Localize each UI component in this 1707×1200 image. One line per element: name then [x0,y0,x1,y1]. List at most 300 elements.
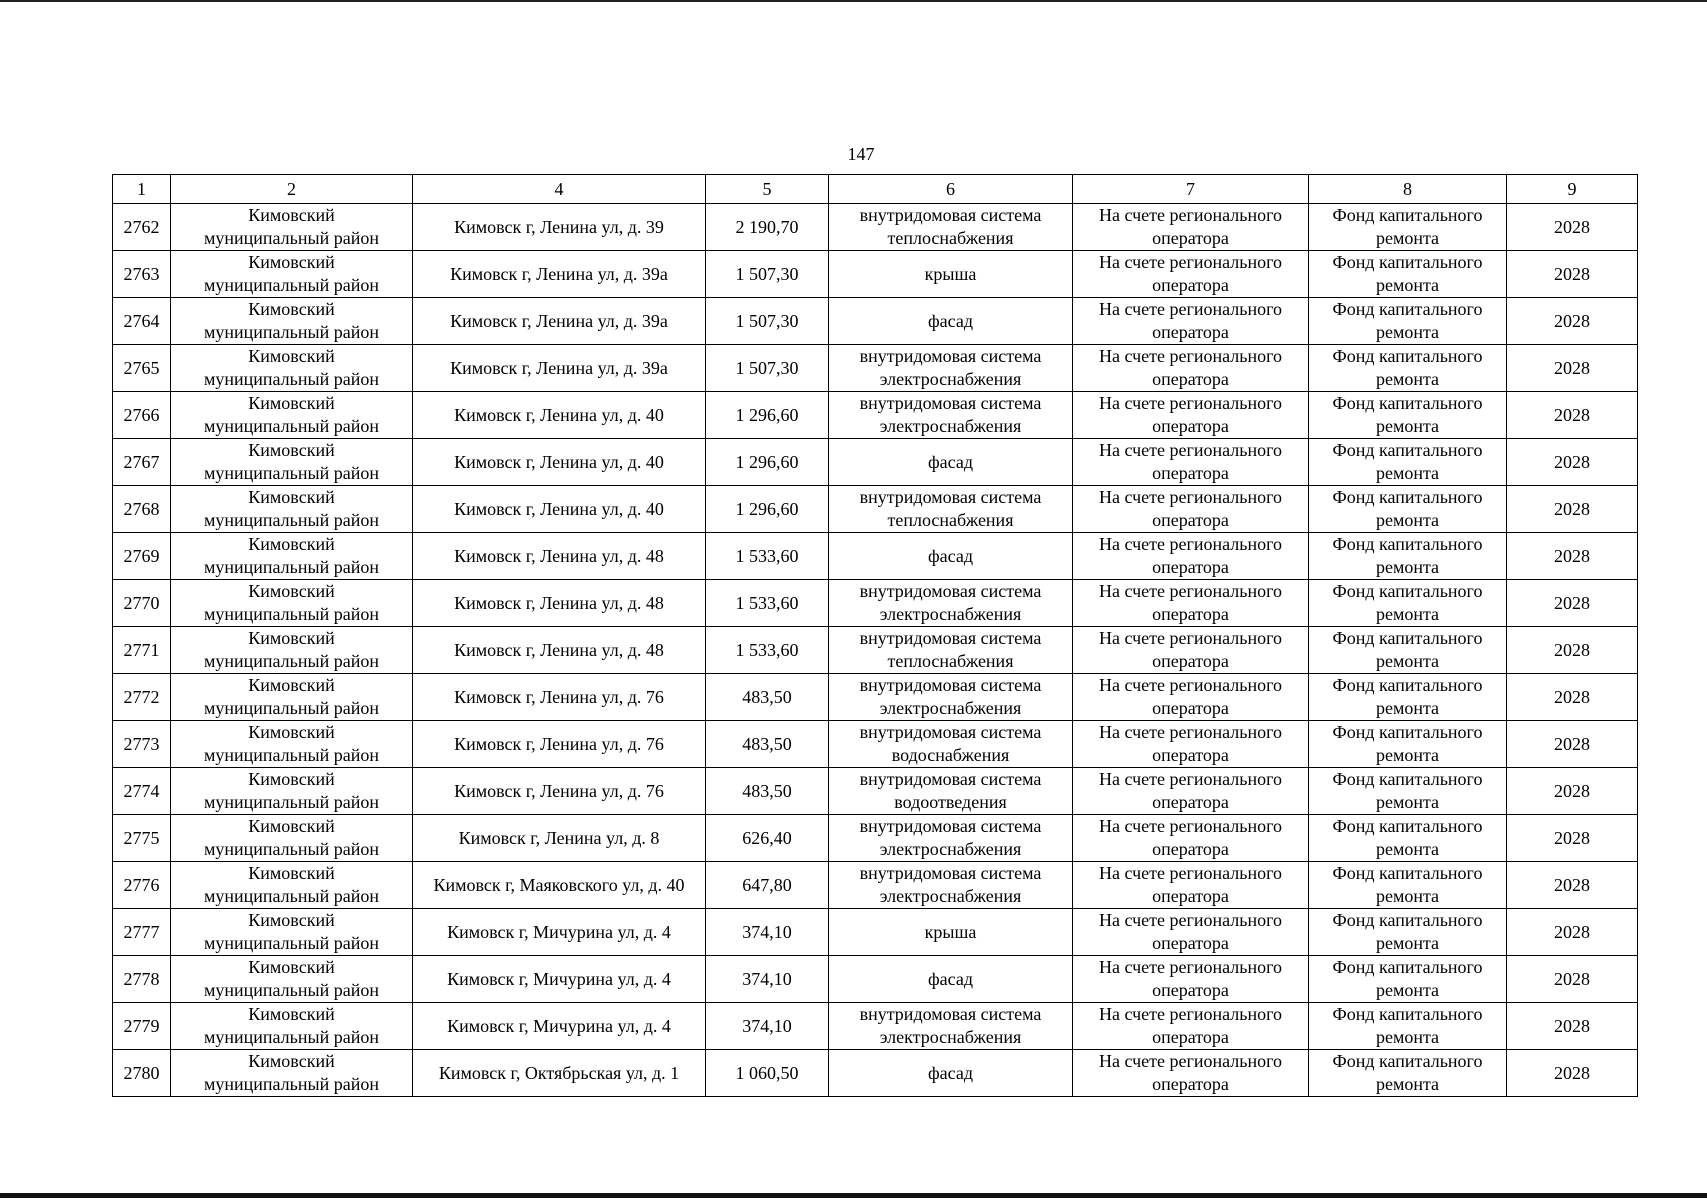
work-type-cell-line: электроснабжения [879,369,1022,389]
fund-cell-line: Фонд капитального [1332,346,1483,366]
fund-cell-line: ремонта [1375,698,1440,718]
account-cell-line: На счете регионального [1098,487,1283,507]
area-cell: 1 533,60 [706,580,829,627]
address-cell: Кимовск г, Ленина ул, д. 48 [413,533,706,580]
fund-cell [1309,1050,1507,1097]
fund-cell-line: ремонта [1375,228,1440,248]
fund-cell-line: ремонта [1375,886,1440,906]
fund-cell-line: Фонд капитального [1332,581,1483,601]
account-cell [1073,1003,1309,1050]
work-type-cell [829,1003,1073,1050]
work-type-cell-line: электроснабжения [879,698,1022,718]
account-cell-line: оператора [1152,745,1229,765]
fund-cell [1309,580,1507,627]
district-cell-line: муниципальный район [203,745,379,765]
district-cell-line: Кимовский [248,205,335,225]
work-type-cell-line: фасад [927,451,973,472]
fund-cell-line: Фонд капитального [1332,534,1483,554]
column-header: 8 [1309,175,1507,204]
district-cell [171,768,413,815]
account-cell-line: На счете регионального [1098,863,1283,883]
account-cell-line: На счете регионального [1098,1004,1283,1024]
account-cell [1073,768,1309,815]
area-cell: 1 507,30 [706,251,829,298]
district-cell [171,580,413,627]
work-type-cell-line: теплоснабжения [887,510,1014,530]
address-cell: Кимовск г, Ленина ул, д. 40 [413,392,706,439]
work-type-cell-line: внутридомовая система [859,581,1042,601]
address-cell: Кимовск г, Мичурина ул, д. 4 [413,1003,706,1050]
address-cell: Кимовск г, Ленина ул, д. 39 [413,204,706,251]
table-row [113,298,1638,345]
header-row [113,175,1638,204]
account-cell-line: На счете регионального [1098,299,1283,319]
year-cell: 2028 [1507,298,1638,345]
account-cell-line: оператора [1152,839,1229,859]
area-cell: 626,40 [706,815,829,862]
account-cell-line: оператора [1152,275,1229,295]
district-cell [171,1003,413,1050]
area-cell: 1 060,50 [706,1050,829,1097]
work-type-cell-line: внутридомовая система [859,393,1042,413]
work-type-cell-line: теплоснабжения [887,651,1014,671]
district-cell [171,1050,413,1097]
district-cell-line: муниципальный район [203,322,379,342]
bottom-border-line [0,1193,1707,1198]
table-row [113,392,1638,439]
fund-cell [1309,251,1507,298]
account-cell [1073,204,1309,251]
fund-cell-line: Фонд капитального [1332,769,1483,789]
row-number-cell: 2773 [113,721,171,768]
district-cell-line: Кимовский [248,299,335,319]
work-type-cell [829,627,1073,674]
account-cell [1073,862,1309,909]
address-cell: Кимовск г, Ленина ул, д. 39а [413,251,706,298]
work-type-cell-line: фасад [927,1062,973,1083]
account-cell-line: На счете регионального [1098,769,1283,789]
account-cell-line: На счете регионального [1098,534,1283,554]
table-row [113,345,1638,392]
account-cell [1073,815,1309,862]
district-cell [171,909,413,956]
row-number-cell: 2776 [113,862,171,909]
account-cell-line: оператора [1152,886,1229,906]
account-cell-line: На счете регионального [1098,675,1283,695]
fund-cell-line: ремонта [1375,275,1440,295]
column-header: 4 [413,175,706,204]
fund-cell [1309,909,1507,956]
district-cell-line: муниципальный район [203,557,379,577]
account-cell-line: оператора [1152,416,1229,436]
work-type-cell-line: водоотведения [894,792,1007,812]
district-cell [171,721,413,768]
district-cell-line: муниципальный район [203,416,379,436]
area-cell: 483,50 [706,768,829,815]
fund-cell-line: Фонд капитального [1332,628,1483,648]
account-cell [1073,486,1309,533]
work-type-cell-line: внутридомовая система [859,722,1042,742]
address-cell: Кимовск г, Ленина ул, д. 48 [413,580,706,627]
district-cell-line: Кимовский [248,440,335,460]
district-cell-line: Кимовский [248,346,335,366]
account-cell-line: На счете регионального [1098,628,1283,648]
fund-cell [1309,204,1507,251]
account-cell-line: оператора [1152,463,1229,483]
fund-cell [1309,674,1507,721]
year-cell: 2028 [1507,721,1638,768]
area-cell: 1 507,30 [706,298,829,345]
fund-cell-line: ремонта [1375,839,1440,859]
address-cell: Кимовск г, Мичурина ул, д. 4 [413,909,706,956]
row-number-cell: 2764 [113,298,171,345]
area-cell: 1 507,30 [706,345,829,392]
page-number: 147 [847,144,875,164]
work-type-cell [829,251,1073,298]
district-cell-line: муниципальный район [203,604,379,624]
account-cell-line: оператора [1152,228,1229,248]
address-cell: Кимовск г, Ленина ул, д. 39а [413,345,706,392]
year-cell: 2028 [1507,1050,1638,1097]
fund-cell-line: ремонта [1375,745,1440,765]
address-cell: Кимовск г, Маяковского ул, д. 40 [413,862,706,909]
table-row [113,439,1638,486]
fund-cell-line: ремонта [1375,369,1440,389]
fund-cell [1309,345,1507,392]
column-header: 9 [1507,175,1638,204]
district-cell [171,674,413,721]
year-cell: 2028 [1507,956,1638,1003]
fund-cell [1309,815,1507,862]
year-cell: 2028 [1507,909,1638,956]
year-cell: 2028 [1507,674,1638,721]
district-cell [171,439,413,486]
fund-cell-line: ремонта [1375,416,1440,436]
account-cell-line: На счете регионального [1098,346,1283,366]
address-cell: Кимовск г, Ленина ул, д. 76 [413,674,706,721]
account-cell-line: На счете регионального [1098,816,1283,836]
row-number-cell: 2775 [113,815,171,862]
fund-cell-line: ремонта [1375,792,1440,812]
capital-repair-table [112,174,1638,1097]
account-cell-line: На счете регионального [1098,957,1283,977]
district-cell-line: Кимовский [248,769,335,789]
table-row [113,909,1638,956]
district-cell-line: муниципальный район [203,933,379,953]
district-cell-line: муниципальный район [203,980,379,1000]
work-type-cell-line: фасад [927,545,973,566]
district-cell [171,627,413,674]
district-cell-line: Кимовский [248,487,335,507]
fund-cell [1309,298,1507,345]
row-number-cell: 2778 [113,956,171,1003]
account-cell [1073,956,1309,1003]
district-cell-line: муниципальный район [203,463,379,483]
account-cell-line: оператора [1152,557,1229,577]
district-cell-line: муниципальный район [203,1027,379,1047]
work-type-cell-line: внутридомовая система [859,205,1042,225]
district-cell [171,486,413,533]
row-number-cell: 2767 [113,439,171,486]
account-cell [1073,298,1309,345]
year-cell: 2028 [1507,345,1638,392]
work-type-cell-line: внутридомовая система [859,816,1042,836]
table-row [113,251,1638,298]
work-type-cell [829,204,1073,251]
year-cell: 2028 [1507,392,1638,439]
work-type-cell-line: внутридомовая система [859,487,1042,507]
area-cell: 374,10 [706,1003,829,1050]
area-cell: 2 190,70 [706,204,829,251]
table-row [113,956,1638,1003]
account-cell-line: оператора [1152,651,1229,671]
account-cell-line: оператора [1152,792,1229,812]
fund-cell-line: Фонд капитального [1332,205,1483,225]
account-cell [1073,627,1309,674]
fund-cell-line: ремонта [1375,322,1440,342]
row-number-cell: 2779 [113,1003,171,1050]
district-cell [171,533,413,580]
fund-cell-line: ремонта [1375,510,1440,530]
year-cell: 2028 [1507,204,1638,251]
address-cell: Кимовск г, Ленина ул, д. 48 [413,627,706,674]
fund-cell-line: ремонта [1375,557,1440,577]
account-cell-line: оператора [1152,604,1229,624]
address-cell: Кимовск г, Ленина ул, д. 8 [413,815,706,862]
district-cell [171,251,413,298]
row-number-cell: 2777 [113,909,171,956]
district-cell [171,345,413,392]
account-cell [1073,392,1309,439]
table-row [113,1050,1638,1097]
fund-cell-line: Фонд капитального [1332,487,1483,507]
year-cell: 2028 [1507,533,1638,580]
table-row [113,580,1638,627]
fund-cell [1309,533,1507,580]
work-type-cell-line: внутридомовая система [859,675,1042,695]
account-cell-line: На счете регионального [1098,440,1283,460]
year-cell: 2028 [1507,486,1638,533]
work-type-cell-line: теплоснабжения [887,228,1014,248]
district-cell [171,392,413,439]
row-number-cell: 2772 [113,674,171,721]
account-cell-line: На счете регионального [1098,205,1283,225]
account-cell [1073,251,1309,298]
column-header: 2 [171,175,413,204]
work-type-cell-line: электроснабжения [879,1027,1022,1047]
row-number-cell: 2780 [113,1050,171,1097]
fund-cell-line: Фонд капитального [1332,1051,1483,1071]
fund-cell-line: Фонд капитального [1332,393,1483,413]
fund-cell-line: Фонд капитального [1332,816,1483,836]
district-cell-line: Кимовский [248,910,335,930]
area-cell: 1 296,60 [706,439,829,486]
account-cell [1073,580,1309,627]
fund-cell-line: Фонд капитального [1332,957,1483,977]
district-cell-line: муниципальный район [203,651,379,671]
work-type-cell [829,580,1073,627]
work-type-cell [829,862,1073,909]
district-cell-line: Кимовский [248,722,335,742]
column-header: 1 [113,175,171,204]
address-cell: Кимовск г, Ленина ул, д. 76 [413,721,706,768]
table-row [113,533,1638,580]
area-cell: 1 296,60 [706,392,829,439]
fund-cell-line: ремонта [1375,604,1440,624]
address-cell: Кимовск г, Октябрьская ул, д. 1 [413,1050,706,1097]
fund-cell [1309,627,1507,674]
area-cell: 374,10 [706,956,829,1003]
column-header: 5 [706,175,829,204]
work-type-cell-line: электроснабжения [879,604,1022,624]
fund-cell [1309,486,1507,533]
work-type-cell [829,533,1073,580]
work-type-cell [829,392,1073,439]
account-cell [1073,909,1309,956]
table-row [113,204,1638,251]
year-cell: 2028 [1507,627,1638,674]
fund-cell-line: Фонд капитального [1332,299,1483,319]
account-cell [1073,674,1309,721]
table-row [113,627,1638,674]
table-row [113,486,1638,533]
work-type-cell-line: внутридомовая система [859,863,1042,883]
row-number-cell: 2763 [113,251,171,298]
fund-cell-line: Фонд капитального [1332,440,1483,460]
district-cell-line: муниципальный район [203,839,379,859]
account-cell-line: На счете регионального [1098,581,1283,601]
address-cell: Кимовск г, Ленина ул, д. 39а [413,298,706,345]
work-type-cell [829,721,1073,768]
address-cell: Кимовск г, Мичурина ул, д. 4 [413,956,706,1003]
district-cell-line: муниципальный район [203,228,379,248]
district-cell-line: Кимовский [248,957,335,977]
year-cell: 2028 [1507,251,1638,298]
year-cell: 2028 [1507,862,1638,909]
work-type-cell-line: фасад [927,968,973,989]
account-cell-line: оператора [1152,510,1229,530]
year-cell: 2028 [1507,580,1638,627]
row-number-cell: 2766 [113,392,171,439]
work-type-cell [829,486,1073,533]
area-cell: 647,80 [706,862,829,909]
district-cell-line: Кимовский [248,534,335,554]
work-type-cell-line: внутридомовая система [859,628,1042,648]
fund-cell [1309,862,1507,909]
work-type-cell-line: внутридомовая система [859,1004,1042,1024]
work-type-cell-line: крыша [924,921,977,942]
account-cell [1073,345,1309,392]
area-cell: 1 533,60 [706,533,829,580]
district-cell-line: муниципальный район [203,1074,379,1094]
work-type-cell [829,815,1073,862]
row-number-cell: 2769 [113,533,171,580]
account-cell [1073,533,1309,580]
year-cell: 2028 [1507,768,1638,815]
table-row [113,815,1638,862]
work-type-cell-line: крыша [924,263,977,284]
area-cell: 1 533,60 [706,627,829,674]
district-cell-line: Кимовский [248,628,335,648]
fund-cell-line: Фонд капитального [1332,252,1483,272]
account-cell-line: оператора [1152,1074,1229,1094]
top-border-line [0,0,1707,2]
district-cell-line: Кимовский [248,393,335,413]
table-row [113,674,1638,721]
fund-cell [1309,1003,1507,1050]
account-cell-line: На счете регионального [1098,722,1283,742]
work-type-cell [829,956,1073,1003]
district-cell-line: муниципальный район [203,792,379,812]
fund-cell-line: Фонд капитального [1332,1004,1483,1024]
row-number-cell: 2774 [113,768,171,815]
district-cell [171,298,413,345]
district-cell-line: муниципальный район [203,886,379,906]
fund-cell [1309,956,1507,1003]
work-type-cell [829,298,1073,345]
work-type-cell [829,909,1073,956]
district-cell [171,862,413,909]
account-cell [1073,721,1309,768]
column-header: 7 [1073,175,1309,204]
row-number-cell: 2765 [113,345,171,392]
district-cell-line: муниципальный район [203,510,379,530]
district-cell [171,204,413,251]
work-type-cell-line: внутридомовая система [859,769,1042,789]
district-cell [171,956,413,1003]
work-type-cell [829,674,1073,721]
fund-cell-line: ремонта [1375,1074,1440,1094]
account-cell-line: На счете регионального [1098,393,1283,413]
area-cell: 374,10 [706,909,829,956]
district-cell-line: Кимовский [248,1051,335,1071]
table-row [113,768,1638,815]
district-cell-line: муниципальный район [203,369,379,389]
work-type-cell [829,768,1073,815]
address-cell: Кимовск г, Ленина ул, д. 76 [413,768,706,815]
fund-cell-line: Фонд капитального [1332,863,1483,883]
area-cell: 483,50 [706,674,829,721]
work-type-cell-line: водоснабжения [891,745,1010,765]
district-cell [171,815,413,862]
district-cell-line: Кимовский [248,252,335,272]
table-row [113,721,1638,768]
work-type-cell [829,1050,1073,1097]
fund-cell [1309,439,1507,486]
address-cell: Кимовск г, Ленина ул, д. 40 [413,439,706,486]
fund-cell-line: ремонта [1375,463,1440,483]
fund-cell-line: ремонта [1375,980,1440,1000]
work-type-cell-line: электроснабжения [879,416,1022,436]
row-number-cell: 2762 [113,204,171,251]
area-cell: 1 296,60 [706,486,829,533]
district-cell-line: Кимовский [248,581,335,601]
district-cell-line: Кимовский [248,816,335,836]
district-cell-line: Кимовский [248,863,335,883]
year-cell: 2028 [1507,815,1638,862]
work-type-cell [829,345,1073,392]
account-cell-line: оператора [1152,322,1229,342]
district-cell-line: Кимовский [248,1004,335,1024]
account-cell-line: оператора [1152,933,1229,953]
table-row [113,1003,1638,1050]
fund-cell [1309,721,1507,768]
account-cell-line: На счете регионального [1098,910,1283,930]
fund-cell [1309,768,1507,815]
district-cell-line: Кимовский [248,675,335,695]
fund-cell-line: Фонд капитального [1332,910,1483,930]
fund-cell-line: ремонта [1375,1027,1440,1047]
